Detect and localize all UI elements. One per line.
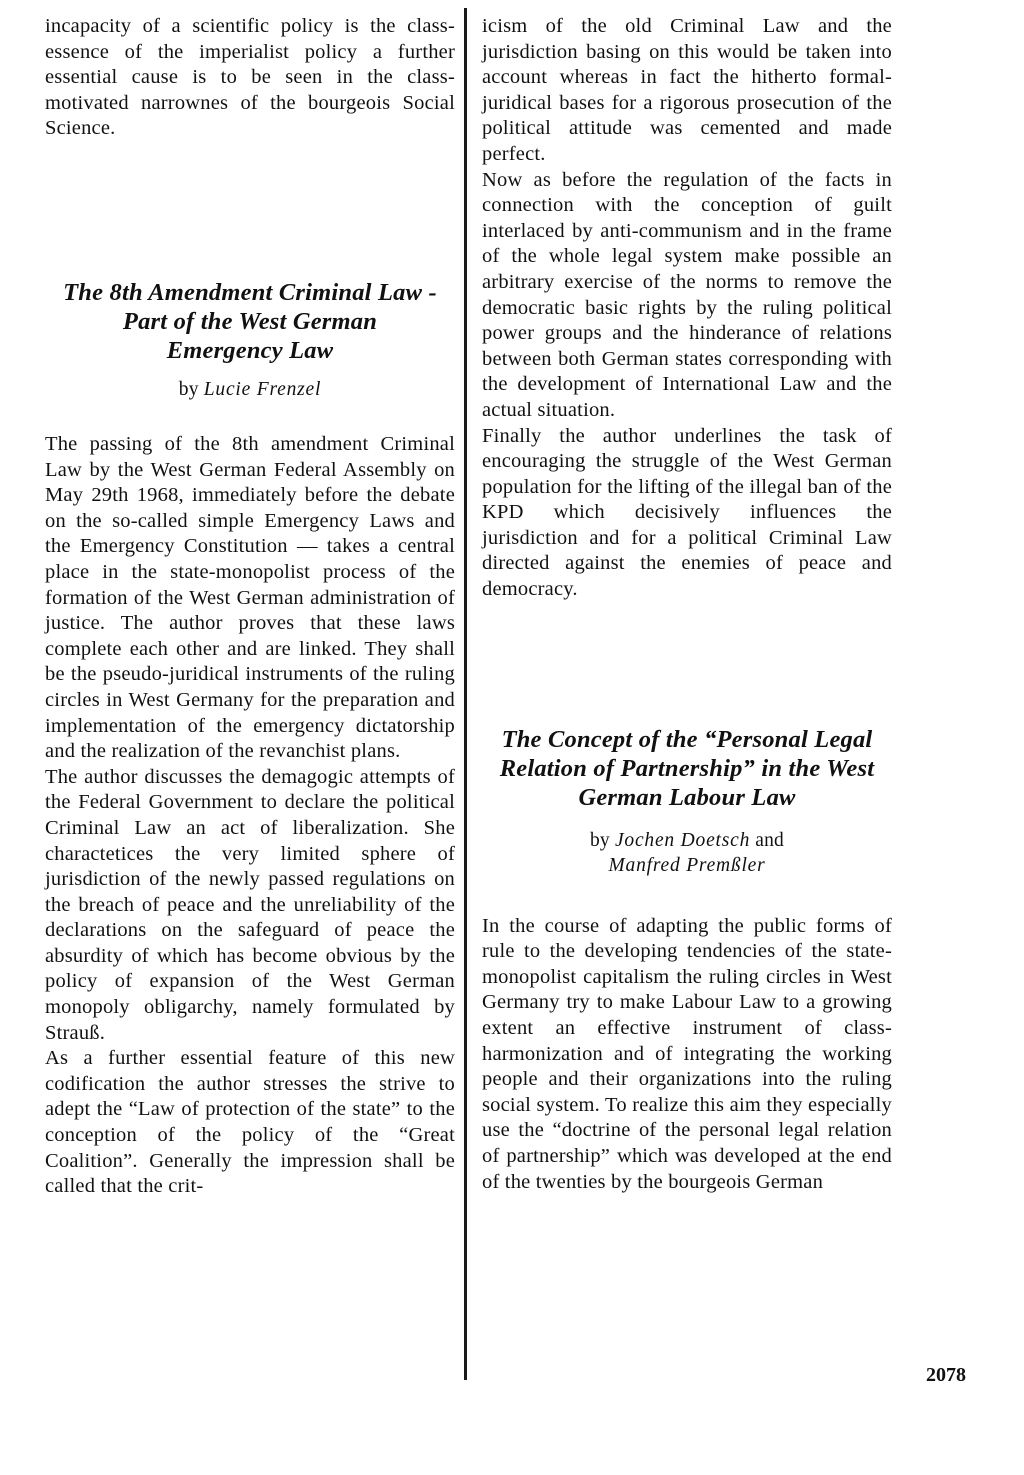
byline-prefix: by	[178, 379, 199, 400]
continuation-paragraph: Finally the author underlines the task of encouraging the struggle of the West German population for the lifting of the illegal ban of the KPD which decisively influences the jurisdiction and for a political Criminal Law directed against the enemies of peace and democracy.	[482, 424, 892, 601]
continuation-paragraph: Now as before the regulation of the facts in connection with the conception of guilt interlaced by anti-communism and in the frame of the whole legal system make possible an arbitrary exercise of the norms to remove the democratic basic rights by the ruling political power groups and the hinderance of relations between both German states corresponding with the development of International Law and the actual situation.	[482, 168, 892, 421]
article-paragraph: The author discusses the demagogic attempts of the Federal Government to declare the political Criminal Law an act of liberalization. She charactetices the very limited sphere of jurisdiction of the newly passed regulations on the breach of peace and the unreliability of the declarations on the safeguard of peace the absurdity of which has become obvious by the policy of expansion of the West German monopoly obligarchy, namely formulated by Strauß.	[45, 765, 455, 1044]
article-paragraph: The passing of the 8th amendment Criminal Law by the West German Federal Assembly on May 29th 1968, immediately before the debate on the so-called simple Emergency Laws and the Emergency Constitution — takes a central place in the state-monopolist process of the formation of the West German administration of justice. The author proves that these laws complete each other and are linked. They shall be the pseudo-juridical instruments of the ruling circles in West Germany for the preparation and implementation of the emergency dictatorship and the realization of the revanchist plans.	[45, 433, 455, 763]
article-title: The 8th Amendment Criminal Law - Part of the West German Emergency Law	[63, 279, 437, 364]
byline	[482, 828, 892, 878]
author-name: Manfred Premßler	[608, 854, 766, 876]
byline	[45, 377, 455, 402]
left-column	[45, 14, 455, 1200]
article-paragraph: In the course of adapting the public forms of rule to the developing tendencies of the state-monopolist capitalism the ruling circles in West Germany try to make Labour Law to a growing extent an effective instrument of class-harmonization and of integrating the working people and their organizations into the ruling social system. To realize this aim they especially use the “doctrine of the personal legal relation of partnership” which was developed at the end of the twenties by the bourgeois German	[482, 914, 892, 1193]
article-title: The Concept of the “Personal Legal Relation of Partnership” in the West German Labour Law	[499, 725, 875, 811]
column-divider	[464, 8, 467, 1380]
author-name: Jochen Doetsch	[614, 829, 751, 851]
right-column	[482, 14, 892, 1195]
byline-prefix: by	[589, 829, 610, 851]
article-paragraph: As a further essential feature of this new codification the author stresses the strive to adept the “Law of protection of the state” to the conception of the policy of the “Great Coalition”. Generally the impression shall be called that the crit-	[45, 1047, 455, 1198]
byline-conjunction: and	[755, 829, 785, 851]
page-number: 2078	[926, 1364, 966, 1386]
author-name: Lucie Frenzel	[203, 379, 322, 400]
intro-paragraph: incapacity of a scientific policy is the class-essence of the imperialist policy a further essential cause is to be seen in the class-motivated narrownes of the bourgeois Social Science.	[45, 15, 455, 140]
continuation-paragraph: icism of the old Criminal Law and the jurisdiction basing on this would be taken into account whereas in fact the hitherto formal-juridical bases for a rigorous prosecution of the political attitude was cemented and made perfect.	[482, 15, 892, 165]
